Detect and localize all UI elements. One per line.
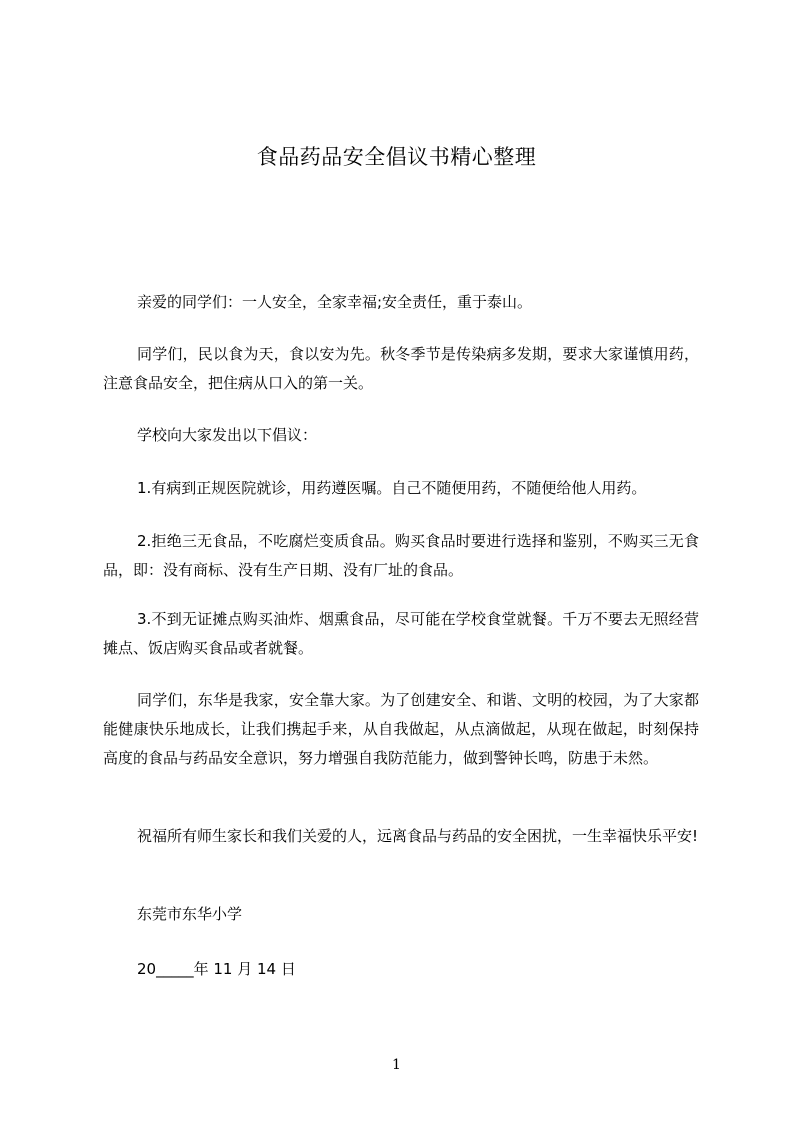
proposal-item-2: 2.拒绝三无食品，不吃腐烂变质食品。购买食品时要进行选择和鉴别，不购买三无食品，即：没有商标、没有生产日期、没有厂址的食品。: [103, 532, 699, 579]
appeal-paragraph: 同学们，东华是我家，安全靠大家。为了创建安全、和谐、文明的校园，为了大家都能健康快乐地成长，让我们携起手来，从自我做起，从点滴做起，从现在做起，时刻保持高度的食品与药品安全意识，努力增强自我防范能力，做到警钟长鸣，防患于未然。: [103, 691, 699, 767]
proposal-item-1: 1.有病到正规医院就诊，用药遵医嘱。自己不随便用药，不随便给他人用药。: [137, 479, 647, 497]
intro-paragraph: 同学们，民以食为天，食以安为先。秋冬季节是传染病多发期，要求大家谨慎用药，注意食品安全，把住病从口入的第一关。: [103, 345, 699, 392]
blessing-paragraph: 祝福所有师生家长和我们关爱的人，远离食品与药品的安全困扰，一生幸福快乐平安!: [137, 827, 699, 845]
signature-school: 东莞市东华小学: [137, 905, 243, 923]
proposal-item-3: 3.不到无证摊点购买油炸、烟熏食品，尽可能在学校食堂就餐。千万不要去无照经营摊点、饭店购买食品或者就餐。: [103, 610, 699, 657]
document-title: 食品药品安全倡议书精心整理: [256, 145, 537, 169]
page-number: 1: [392, 1057, 401, 1073]
greeting-paragraph: 亲爱的同学们：一人安全，全家幸福;安全责任，重于泰山。: [137, 293, 533, 311]
signature-date: 20_____年 11 月 14 日: [137, 960, 296, 978]
proposal-lead-paragraph: 学校向大家发出以下倡议：: [137, 426, 318, 444]
